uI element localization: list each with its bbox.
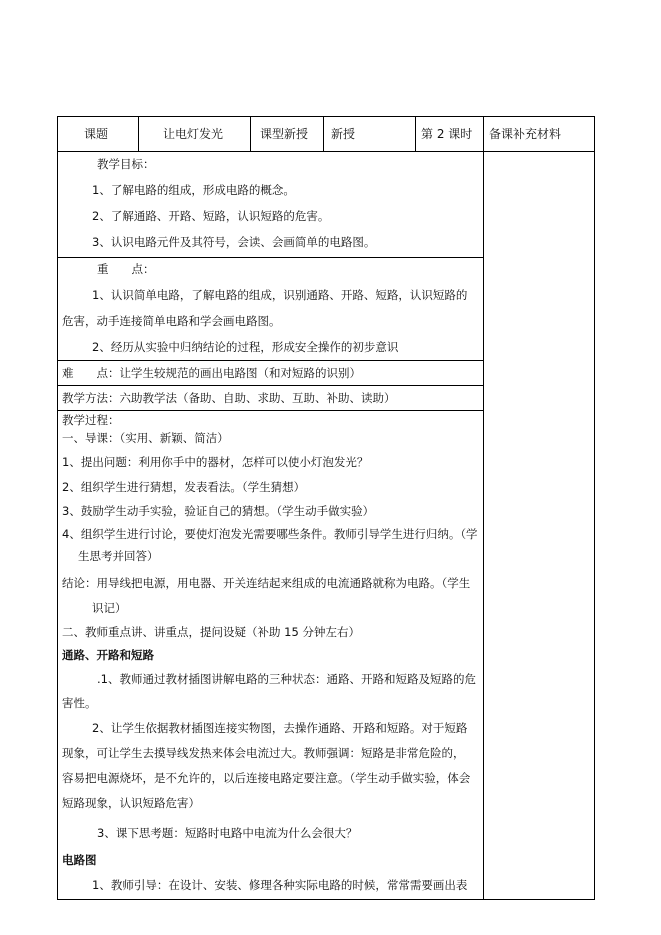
header-type-value: 新授 [331, 127, 356, 141]
divider-objectives [57, 257, 483, 258]
conclusion-line-2: 识记） [92, 601, 127, 615]
objective-item: 1、了解电路的组成，形成电路的概念。 [92, 183, 295, 197]
paragraph-1-line-1: .1、教师通过教材插图讲解电路的三种状态：通路、开路和短路及短路的危 [97, 672, 476, 686]
subheading-circuit-states: 通路、开路和短路 [62, 648, 154, 662]
keypoints-title: 重 点： [97, 262, 155, 276]
teaching-method-text: 教学方法：六助教学法（备助、自助、求助、互助、补助、读助） [62, 391, 396, 405]
process-title: 教学过程： [62, 413, 120, 427]
process-step: 1、提出问题：利用你手中的器材，怎样可以使小灯泡发光？ [62, 455, 369, 469]
process-step: 3、鼓励学生动手实验，验证自己的猜想。（学生动手做实验） [62, 504, 375, 518]
paragraph-2-line-3: 容易把电源烧坏，是不允许的，以后连接电路定要注意。（学生动手做实验，体会 [62, 771, 471, 785]
main-right-border [483, 116, 484, 900]
difficulty-text: 难 点：让学生较规范的画出电路图（和对短路的识别） [62, 366, 361, 380]
process-step: 2、组织学生进行猜想，发表看法。（学生猜想） [62, 480, 306, 494]
paragraph-2-line-4: 短路现象，认识短路危害） [62, 796, 200, 810]
header-lesson-label: 课题 [84, 127, 109, 141]
paragraph-3: 3、课下思考题：短路时电路中电流为什么会很大？ [97, 826, 358, 840]
col-divider-3 [323, 116, 324, 152]
divider-method [57, 410, 483, 411]
table-bottom-border [57, 899, 595, 900]
header-supplement: 备课补充材料 [489, 127, 562, 141]
paragraph-2-line-2: 现象，可让学生去摸导线发热来体会电流过大。教师强调：短路是非常危险的， [62, 746, 465, 760]
process-step: 4、组织学生进行讨论，要使灯泡发光需要哪些条件。教师引导学生进行归纳。（学 [62, 527, 478, 541]
paragraph-1-line-2: 害性。 [62, 696, 97, 710]
header-lesson-type: 课型新授 [260, 127, 309, 141]
keypoint-item-2: 2、经历从实验中归纳结论的过程，形成安全操作的初步意识 [92, 340, 399, 354]
col-divider-1 [138, 116, 139, 152]
paragraph-4: 1、教师引导：在设计、安装、修理各种实际电路的时候，常常需要画出表 [92, 878, 468, 892]
subheading-circuit-diagram: 电路图 [62, 853, 97, 867]
col-divider-4 [415, 116, 416, 152]
keypoint-item-1-line-2: 危害，动手连接简单电路和学会画电路图。 [62, 314, 281, 328]
table-right-border [594, 116, 595, 900]
divider-difficulty [57, 385, 483, 386]
objective-item: 2、了解通路、开路、短路，认识短路的危害。 [92, 209, 330, 223]
col-divider-2 [250, 116, 251, 152]
divider-keypoints [57, 360, 483, 361]
header-period: 第 2 课时 [421, 127, 473, 141]
header-lesson-title: 让电灯发光 [163, 127, 224, 141]
objective-item: 3、认识电路元件及其符号，会读、会画简单的电路图。 [92, 235, 376, 249]
section-2-heading: 二、教师重点讲、讲重点，提问设疑（补助 15 分钟左右） [62, 625, 360, 639]
conclusion-line-1: 结论：用导线把电源，用电器、开关连结起来组成的电流通路就称为电路。（学生 [62, 576, 471, 590]
keypoint-item-1-line-1: 1、认识简单电路，了解电路的组成，识别通路、开路、短路，认识短路的 [92, 288, 468, 302]
table-left-border [57, 116, 58, 900]
paragraph-2-line-1: 2、让学生依据教材插图连接实物图，去操作通路、开路和短路。对于短路 [92, 721, 468, 735]
section-1-heading: 一、导课：（实用、新颖、简洁） [62, 431, 229, 445]
process-step-continuation: 生思考并回答） [78, 549, 159, 563]
objectives-title: 教学目标： [97, 157, 155, 171]
